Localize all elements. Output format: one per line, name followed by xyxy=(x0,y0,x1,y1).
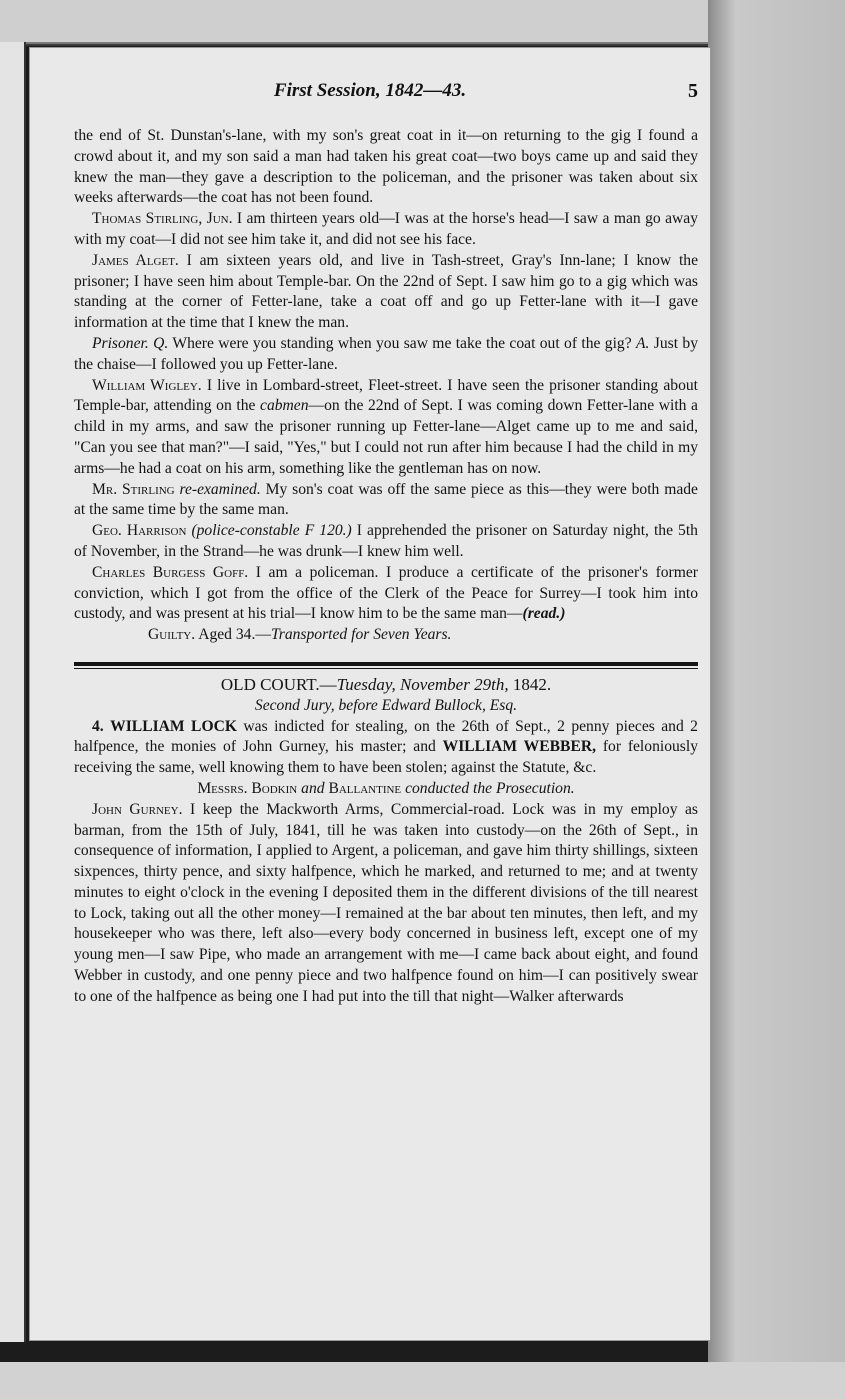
counsel-and: and xyxy=(301,779,325,797)
verdict-age: Aged 34.— xyxy=(198,626,271,644)
jury-line: Second Jury, before Edward Bullock, Esq. xyxy=(254,696,518,714)
indictment-paragraph xyxy=(74,717,698,779)
verdict-guilty: Guilty. xyxy=(148,626,196,644)
page-number: 5 xyxy=(688,80,698,102)
scan-top-margin xyxy=(0,0,730,44)
testimony-text: I keep the Mackworth Arms, Commercial-road. Lock was in my employ as barman, from the 15th of July, 1841, till he was taken into custody—on the 26th of Sept., in consequence of information, I applied to Argent, a policeman, and gave him thirty shillings, sixteen sixpences, thirty pence, and sixty halfpence, which he marked, and returned to me; and at twenty minutes to eight o'clock in the evening I deposited them in the different divisions of the till nearest to Lock, taking out all the other money—I remained at the bar about ten minutes, then left, and my housekeeper who was there, left also—every body concerned in business left, except one of my young men—I saw Pipe, who made an arrangement with me—I came back about eight, and found Webber in custody, and one penny piece and two halfpence found on him—I can positively swear to one of the halfpence as being one I had put into the till that night—Walker afterwards xyxy=(74,800,699,1005)
running-head: First Session, 1842—43. xyxy=(273,80,467,101)
testimony-text: My son's coat was off the same piece as this—they were both made at the same time by the same man. xyxy=(74,480,698,519)
read-note: (read.) xyxy=(522,605,566,623)
counsel-ballantine: Ballantine xyxy=(328,779,402,797)
testimony-goff xyxy=(74,563,698,625)
defendant-lock: WILLIAM LOCK xyxy=(110,717,237,735)
speaker-role: re-examined. xyxy=(179,480,261,498)
continuation-paragraph: the end of St. Dunstan's-lane, with my son's great coat in it—on returning to the gig I found a crowd about it, and my son said a man had taken his great coat—two boys came up and said they knew the man—they gave a description to the policeman, and the prisoner was taken about six weeks afterwards—the coat has not been found. xyxy=(74,127,698,207)
testimony-text: I am a policeman. I produce a certificate of the prisoner's former conviction, which I got from the office of the Clerk of the Peace for Surrey—I took him into custody, and was present at his trial—I know him to be the same man— xyxy=(74,563,698,623)
question-text: Where were you standing when you saw me take the coat out of the gig? xyxy=(172,334,632,352)
testimony-text: I am sixteen years old, and live in Tash-street, Gray's Inn-lane; I know the prisoner; I have seen him about Temple-bar. On the 22nd of Sept. I saw him go to a gig which was standing at the corner of Fetter-lane, take a coat off and go up Fetter-lane with it—I gave information at the time that I knew the man. xyxy=(74,251,698,332)
indictment-text-continued: for feloniously receiving the same, well knowing them to have been stolen; against the Statute, &c. xyxy=(74,738,698,777)
testimony-text: I am thirteen years old—I was at the horse's head—I saw a man go away with my coat—I did not see him take it, and did not see his face. xyxy=(74,210,698,248)
speaker-name: Charles Burgess Goff. xyxy=(92,563,249,581)
testimony-text-continued: —on the 22nd of Sept. I was coming down Fetter-lane with a child in my arms, and saw the prisoner running up Fetter-lane—Alget came up to me and said, "Can you see that man?"—I said, "Yes," but I could not run after him because I had the child in my arms—he had a coat on his arm, something like the gentleman has on now. xyxy=(74,397,698,477)
indictment-text: was indicted for stealing, on the 26th of Sept., 2 penny pieces and 2 halfpence, the monies of John Gurney, his master; and xyxy=(74,717,698,756)
case-number: 4. xyxy=(92,717,104,735)
court-name: OLD COURT.— xyxy=(220,674,337,694)
testimony-alget xyxy=(74,251,698,334)
verdict-line xyxy=(74,625,698,646)
testimony-harrison xyxy=(74,521,698,563)
cabmen-word: cabmen xyxy=(260,397,309,415)
counsel-bodkin: Messrs. Bodkin xyxy=(197,779,298,797)
scan-left-margin xyxy=(0,42,26,1342)
section-divider xyxy=(74,662,698,669)
answer-text: Just by the chaise—I followed you up Fetter-lane. xyxy=(74,334,699,373)
testimony-wigley xyxy=(74,376,698,480)
page-header xyxy=(30,80,710,110)
prisoner-question xyxy=(74,334,698,376)
prosecution-text: conducted the Prosecution. xyxy=(405,779,575,797)
defendant-webber: WILLIAM WEBBER, xyxy=(442,738,597,756)
scan-right-margin xyxy=(708,0,845,1399)
document-page xyxy=(30,48,710,1340)
speaker-name: William Wigley. xyxy=(92,376,202,394)
testimony-gurney xyxy=(74,800,698,1008)
speaker-name: Thomas Stirling, Jun. xyxy=(92,210,233,228)
testimony-stirling-reexamined xyxy=(74,480,698,522)
session-year: 1842. xyxy=(512,674,552,694)
verdict-sentence: Transported for Seven Years. xyxy=(270,626,452,644)
session-heading xyxy=(74,675,698,696)
speaker-role: (police-constable F 120.) xyxy=(191,522,352,540)
prosecution-line xyxy=(74,779,698,800)
prisoner-label: Prisoner. xyxy=(92,334,149,352)
speaker-name: John Gurney. xyxy=(92,800,183,818)
session-date: Tuesday, November 29th, xyxy=(336,674,509,694)
question-label: Q. xyxy=(153,334,169,352)
speaker-name: James Alget. xyxy=(92,251,179,269)
scan-bottom-margin xyxy=(0,1362,845,1399)
testimony-text: I apprehended the prisoner on Saturday night, the 5th of November, in the Strand—he was drunk—I knew him well. xyxy=(74,522,698,560)
testimony-text: I live in Lombard-street, Fleet-street. I have seen the prisoner standing about Temple-bar, attending on the xyxy=(74,376,698,415)
answer-label: A. xyxy=(636,334,650,352)
speaker-name: Mr. Stirling xyxy=(92,480,175,498)
body-text xyxy=(74,126,698,1008)
speaker-name: Geo. Harrison xyxy=(92,522,187,540)
testimony-stirling-jun xyxy=(74,209,698,251)
